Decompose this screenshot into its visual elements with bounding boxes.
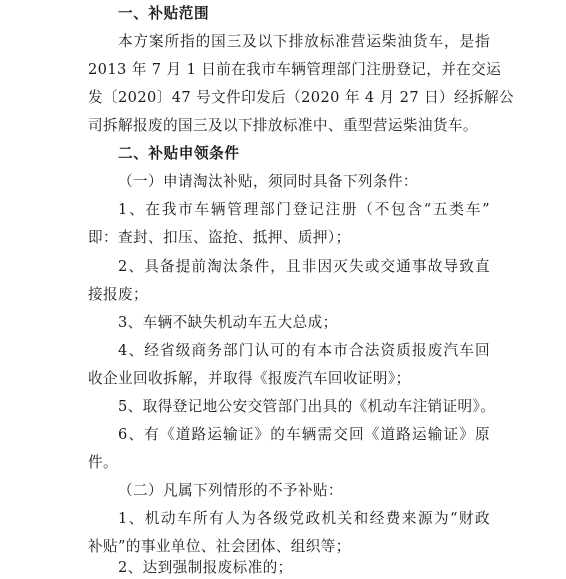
condition-item-6-line: 件。 bbox=[88, 454, 118, 471]
condition-item-1-line: 即：查封、扣压、盗抢、抵押、质押）； bbox=[88, 229, 351, 246]
paragraph-line: 发〔2020〕47 号文件印发后（2020 年 4 月 27 日）经拆解公 bbox=[88, 89, 515, 106]
exclusion-item-1-line: 1、机动车所有人为各级党政机关和经费来源为“财政 bbox=[118, 510, 490, 527]
condition-item-5: 5、取得登记地公安交管部门出具的《机动车注销证明》。 bbox=[118, 398, 496, 415]
section-heading-subsidy-scope: 一、补贴范围 bbox=[118, 5, 210, 22]
paragraph-line: 2013 年 7 月 1 日前在我市车辆管理部门注册登记，并在交运 bbox=[88, 61, 502, 78]
subsection-heading-exclusions: （二）凡属下列情形的不予补贴： bbox=[118, 482, 343, 499]
condition-item-3: 3、车辆不缺失机动车五大总成； bbox=[118, 314, 338, 331]
paragraph-line: 司拆解报废的国三及以下排放标准中、重型营运柴油货车。 bbox=[88, 117, 478, 134]
condition-item-2-line: 2、具备提前淘汰条件，且非因灭失或交通事故导致直 bbox=[118, 258, 490, 275]
paragraph-line: 本方案所指的国三及以下排放标准营运柴油货车，是指 bbox=[118, 33, 490, 50]
section-heading-application-conditions: 二、补贴申领条件 bbox=[118, 145, 240, 162]
condition-item-1-line: 1、在我市车辆管理部门登记注册（不包含“五类车” bbox=[118, 201, 490, 218]
condition-item-4-line: 收企业回收拆解，并取得《报废汽车回收证明》； bbox=[88, 370, 411, 387]
condition-item-2-line: 接报废； bbox=[88, 286, 148, 303]
subsection-heading-elimination: （一）申请淘汰补贴，须同时具备下列条件： bbox=[118, 173, 418, 190]
exclusion-item-1-line: 补贴”的事业单位、社会团体、组织等； bbox=[88, 538, 351, 555]
condition-item-6-line: 6、有《道路运输证》的车辆需交回《道路运输证》原 bbox=[118, 426, 490, 443]
exclusion-item-2: 2、达到强制报废标准的； bbox=[118, 559, 293, 576]
condition-item-4-line: 4、经省级商务部门认可的有本市合法资质报废汽车回 bbox=[118, 342, 490, 359]
